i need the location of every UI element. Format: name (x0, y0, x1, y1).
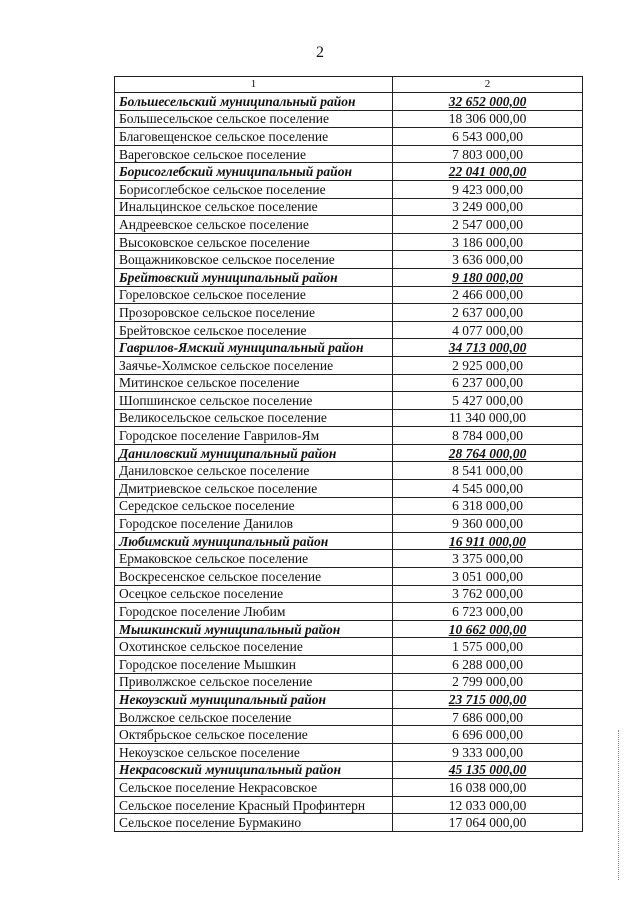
district-name: Любимский муниципальный район (115, 532, 393, 550)
settlement-amount: 7 803 000,00 (393, 145, 583, 163)
settlement-amount: 6 318 000,00 (393, 497, 583, 515)
district-amount: 16 911 000,00 (393, 532, 583, 550)
settlement-amount: 8 784 000,00 (393, 427, 583, 445)
settlement-row (115, 409, 583, 427)
district-name: Гаврилов-Ямский муниципальный район (115, 339, 393, 357)
settlement-name: Вареговское сельское поселение (115, 145, 393, 163)
settlement-name: Митинское сельское поселение (115, 374, 393, 392)
settlement-name: Воскресенское сельское поселение (115, 568, 393, 586)
settlement-name: Борисоглебское сельское поселение (115, 180, 393, 198)
settlement-amount: 2 466 000,00 (393, 286, 583, 304)
settlement-row (115, 198, 583, 216)
settlement-name: Некоузское сельское поселение (115, 743, 393, 761)
settlement-amount: 4 545 000,00 (393, 480, 583, 498)
district-name: Мышкинский муниципальный район (115, 620, 393, 638)
district-row (115, 163, 583, 181)
settlement-name: Инальцинское сельское поселение (115, 198, 393, 216)
district-amount: 32 652 000,00 (393, 93, 583, 111)
settlement-row (115, 427, 583, 445)
settlement-amount: 2 637 000,00 (393, 304, 583, 322)
settlement-amount: 2 925 000,00 (393, 356, 583, 374)
settlement-amount: 6 237 000,00 (393, 374, 583, 392)
settlement-amount: 6 696 000,00 (393, 726, 583, 744)
settlement-name: Октябрьское сельское поселение (115, 726, 393, 744)
settlement-name: Заячье-Холмское сельское поселение (115, 356, 393, 374)
settlement-name: Вощажниковское сельское поселение (115, 251, 393, 269)
settlement-row (115, 743, 583, 761)
settlement-amount: 12 033 000,00 (393, 796, 583, 814)
settlement-amount: 5 427 000,00 (393, 392, 583, 410)
settlement-name: Сельское поселение Бурмакино (115, 814, 393, 832)
settlement-name: Осецкое сельское поселение (115, 585, 393, 603)
settlement-name: Сельское поселение Некрасовское (115, 779, 393, 797)
district-amount: 28 764 000,00 (393, 444, 583, 462)
settlement-amount: 2 799 000,00 (393, 673, 583, 691)
settlement-row (115, 708, 583, 726)
settlement-amount: 6 723 000,00 (393, 603, 583, 621)
settlement-name: Великосельское сельское поселение (115, 409, 393, 427)
settlement-row (115, 251, 583, 269)
settlement-amount: 6 288 000,00 (393, 656, 583, 674)
settlement-row (115, 216, 583, 234)
settlement-amount: 2 547 000,00 (393, 216, 583, 234)
district-name: Некоузский муниципальный район (115, 691, 393, 709)
settlement-row (115, 673, 583, 691)
district-name: Некрасовский муниципальный район (115, 761, 393, 779)
settlement-amount: 17 064 000,00 (393, 814, 583, 832)
district-amount: 45 135 000,00 (393, 761, 583, 779)
settlement-amount: 3 636 000,00 (393, 251, 583, 269)
district-row (115, 620, 583, 638)
district-amount: 9 180 000,00 (393, 268, 583, 286)
settlement-name: Дмитриевское сельское поселение (115, 480, 393, 498)
settlement-name: Высоковское сельское поселение (115, 233, 393, 251)
settlement-name: Волжское сельское поселение (115, 708, 393, 726)
settlement-row (115, 497, 583, 515)
settlement-amount: 9 423 000,00 (393, 180, 583, 198)
settlement-amount: 11 340 000,00 (393, 409, 583, 427)
settlement-name: Даниловское сельское поселение (115, 462, 393, 480)
settlement-name: Гореловское сельское поселение (115, 286, 393, 304)
settlement-name: Середское сельское поселение (115, 497, 393, 515)
district-name: Борисоглебский муниципальный район (115, 163, 393, 181)
settlement-row (115, 585, 583, 603)
district-row (115, 532, 583, 550)
settlement-name: Андреевское сельское поселение (115, 216, 393, 234)
settlement-row (115, 304, 583, 322)
settlement-name: Охотинское сельское поселение (115, 638, 393, 656)
margin-stamp (618, 730, 622, 880)
settlement-name: Шопшинское сельское поселение (115, 392, 393, 410)
district-amount: 22 041 000,00 (393, 163, 583, 181)
settlement-amount: 9 333 000,00 (393, 743, 583, 761)
page-number: 2 (316, 44, 324, 61)
settlement-row (115, 145, 583, 163)
settlement-name: Городское поселение Любим (115, 603, 393, 621)
settlement-row (115, 726, 583, 744)
settlement-name: Сельское поселение Красный Профинтерн (115, 796, 393, 814)
settlement-row (115, 286, 583, 304)
district-row (115, 444, 583, 462)
settlement-row (115, 814, 583, 832)
table-header-row (115, 77, 583, 93)
district-name: Большесельский муниципальный район (115, 93, 393, 111)
settlement-row (115, 550, 583, 568)
settlement-row (115, 462, 583, 480)
district-amount: 34 713 000,00 (393, 339, 583, 357)
settlement-amount: 3 375 000,00 (393, 550, 583, 568)
settlement-row (115, 356, 583, 374)
district-row (115, 93, 583, 111)
settlement-amount: 3 762 000,00 (393, 585, 583, 603)
settlement-name: Городское поселение Гаврилов-Ям (115, 427, 393, 445)
settlement-amount: 3 186 000,00 (393, 233, 583, 251)
settlement-name: Городское поселение Мышкин (115, 656, 393, 674)
district-row (115, 691, 583, 709)
settlement-row (115, 515, 583, 533)
district-row (115, 761, 583, 779)
allocation-table (114, 76, 583, 832)
settlement-name: Ермаковское сельское поселение (115, 550, 393, 568)
settlement-row (115, 374, 583, 392)
settlement-row (115, 110, 583, 128)
settlement-row (115, 233, 583, 251)
settlement-name: Благовещенское сельское поселение (115, 128, 393, 146)
column-1-header: 1 (115, 77, 393, 93)
settlement-row (115, 568, 583, 586)
settlement-amount: 16 038 000,00 (393, 779, 583, 797)
settlement-amount: 1 575 000,00 (393, 638, 583, 656)
settlement-amount: 18 306 000,00 (393, 110, 583, 128)
district-amount: 10 662 000,00 (393, 620, 583, 638)
settlement-name: Большесельское сельское поселение (115, 110, 393, 128)
settlement-row (115, 603, 583, 621)
settlement-row (115, 796, 583, 814)
settlement-row (115, 180, 583, 198)
settlement-row (115, 321, 583, 339)
district-name: Брейтовский муниципальный район (115, 268, 393, 286)
settlement-row (115, 638, 583, 656)
settlement-name: Приволжское сельское поселение (115, 673, 393, 691)
settlement-row (115, 779, 583, 797)
district-row (115, 339, 583, 357)
settlement-amount: 4 077 000,00 (393, 321, 583, 339)
district-name: Даниловский муниципальный район (115, 444, 393, 462)
settlement-name: Прозоровское сельское поселение (115, 304, 393, 322)
settlement-amount: 8 541 000,00 (393, 462, 583, 480)
settlement-amount: 3 249 000,00 (393, 198, 583, 216)
settlement-amount: 9 360 000,00 (393, 515, 583, 533)
settlement-row (115, 656, 583, 674)
settlement-amount: 6 543 000,00 (393, 128, 583, 146)
column-2-header: 2 (393, 77, 583, 93)
settlement-name: Городское поселение Данилов (115, 515, 393, 533)
settlement-row (115, 392, 583, 410)
settlement-amount: 7 686 000,00 (393, 708, 583, 726)
settlement-amount: 3 051 000,00 (393, 568, 583, 586)
settlement-row (115, 480, 583, 498)
settlement-row (115, 128, 583, 146)
settlement-name: Брейтовское сельское поселение (115, 321, 393, 339)
district-row (115, 268, 583, 286)
district-amount: 23 715 000,00 (393, 691, 583, 709)
